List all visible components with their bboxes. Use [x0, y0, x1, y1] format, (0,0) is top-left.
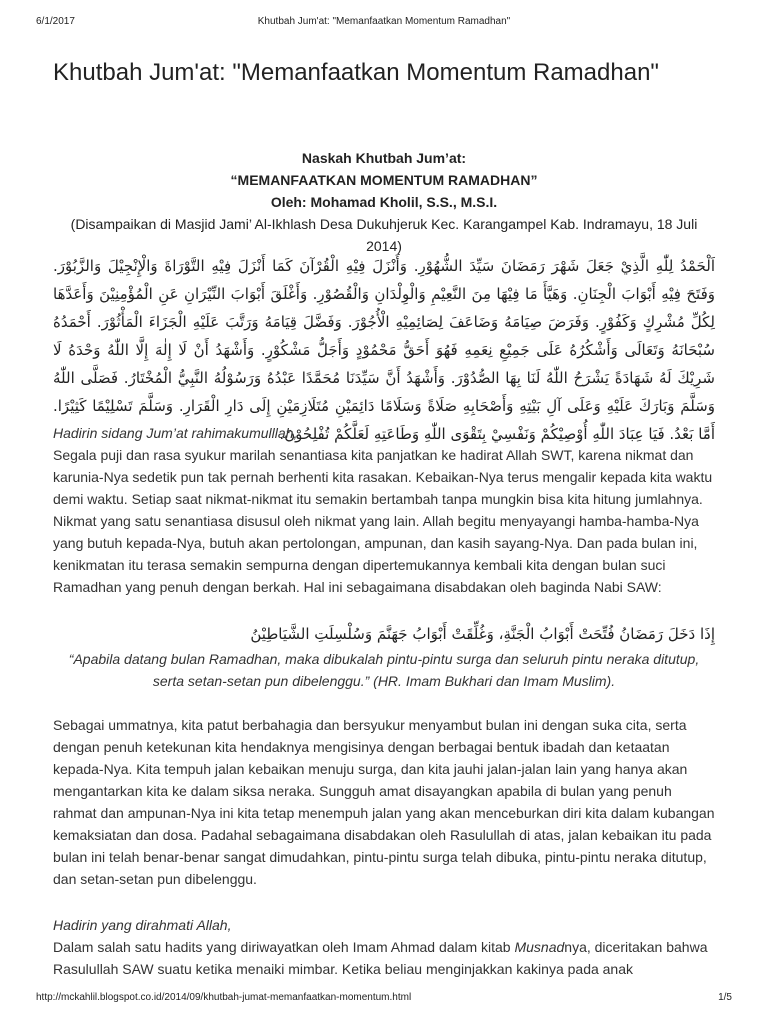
naskah-info: (Disampaikan di Masjid Jami’ Al-Ikhlash Desa Dukuhjeruk Kec. Karangampel Kab. Indramayu, 18 Juli 2014) — [70, 216, 698, 254]
page-url: http://mckahlil.blogspot.co.id/2014/09/khutbah-jumat-memanfaatkan-momentum.html — [36, 992, 412, 1003]
body-paragraph-1: Segala puji dan rasa syukur marilah senantiasa kita panjatkan ke hadirat Allah SWT, karena nikmat dan karunia-Nya sedetik pun tak pernah berhenti kita rasakan. Kebaikan-Nya terus mengalir kepada kita waktu demi waktu. Setiap saat nikmat-nikmat itu semakin bertambah tanpa mungkin bisa kita hitung jumlahnya. Nikmat yang satu senantiasa disusul oleh nikmat yang lain. Allah begitu menyayangi hamba-hamba-Nya yang butuh kepada-Nya, butuh akan pertolongan, ampunan, dan kasih sayang-Nya. Dan pada bulan ini, kenikmatan itu terasa semakin sempurna dengan dipertemukannya kembali kita dengan bulan suci Ramadhan yang penuh dengan berkah. Hal ini sebagaimana disabdakan oleh baginda Nabi SAW: — [53, 447, 713, 595]
naskah-title: “MEMANFAATKAN MOMENTUM RAMADHAN” — [230, 172, 538, 188]
body-paragraph-3 — [53, 936, 715, 980]
greeting-paragraph: Hadirin sidang Jum’at rahimakumulllah, — [53, 425, 298, 441]
print-page-title: Khutbah Jum'at: "Memanfaatkan Momentum Ramadhan" — [257, 16, 511, 27]
body-paragraph-3-start: Dalam salah satu hadits yang diriwayatkan oleh Imam Ahmad dalam kitab — [53, 939, 515, 955]
body-paragraph-2: Sebagai ummatnya, kita patut berbahagia dan bersyukur menyambut bulan ini dengan suka cita, serta dengan penuh ketekunan kita hendaknya mengisinya dengan berbagai bentuk ibadah dan ketaatan kepada-Nya. Kita tempuh jalan kebaikan menuju surga, dan kita jauhi jalan-jalan lain yang hanya akan mengantarkan kita ke dalam siksa neraka. Sungguh amat disayangkan apabila di bulan yang penuh rahmat dan ampunan-Nya ini kita tetap menempuh jalan yang akan menceburkan diri kita dalam kubangan kemaksiatan dan dosa. Padahal sebagaimana disabdakan oleh Rasulullah di atas, jalan kebaikan itu pada bulan ini telah benar-benar sangat dimudahkan, pintu-pintu surga telah dibuka, pintu-pintu neraka ditutup, dan setan-setan pun dibelenggu. — [53, 717, 715, 887]
naskah-label: Naskah Khutbah Jum’at: — [301, 150, 467, 166]
print-date: 6/1/2017 — [36, 16, 75, 27]
body-paragraph-3-end: nya, diceritakan bahwa Rasulullah SAW suatu ketika menaiki mimbar. Ketika beliau menginjakkan kakinya pada anak — [53, 939, 708, 977]
naskah-author: Oleh: Mohamad Kholil, S.S., M.S.I. — [270, 194, 498, 210]
greeting-paragraph-2: Hadirin yang dirahmati Allah, — [53, 917, 232, 933]
book-title-musnad: Musnad — [514, 939, 565, 955]
hadith-translation: “Apabila datang bulan Ramadhan, maka dibukalah pintu-pintu surga dan seluruh pintu neraka ditutup, serta setan-setan pun dibelenggu.” (HR. Imam Bukhari dan Imam Muslim). — [68, 651, 700, 689]
post-title: Khutbah Jum'at: "Memanfaatkan Momentum Ramadhan" — [53, 59, 659, 86]
arabic-opening-text: اَلْحَمْدُ لِلّٰهِ الَّذِيْ جَعَلَ شَهْرَ رَمَضَانَ سَيِّدَ الشُّهُوْرِ. وَأَنْزَلَ فِيْهِ الْقُرْآنَ كَمَا أَنْزَلَ فِيْهِ التَّوْرَاةَ وَالْإِنْجِيْلَ وَالزَّبُوْرَ. وَفَتَحَ فِيْهِ أَبْوَابَ الْجِنَانِ. وَهَيَّأَ مَا فِيْهَا مِنَ النَّعِيْمِ وَالْوِلْدَانِ وَالْقُصُوْرِ. وَأَغْلَقَ أَبْوَابَ النِّيْرَانِ عَنِ الْمُؤْمِنِيْنَ وَأَعَدَّهَا لِكُلِّ مُشْرِكٍ وَكَفُوْرٍ. وَفَرَضَ صِيَامَهُ وَضَاعَفَ لِصَائِمِيْهِ الْأُجُوْرَ. وَفَضَّلَ قِيَامَهُ وَرَتَّبَ عَلَيْهِ الْجَزَاءَ الْمَأْثُوْرَ. أَحْمَدُهُ سُبْحَانَهُ وَتَعَالَى وَأَشْكُرُهُ عَلَى جَمِيْعِ نِعَمِهِ فَهُوَ أَحَقُّ مَحْمُوْدٍ وَأَجَلُّ مَشْكُوْرٍ. وَأَشْهَدُ أَنْ لَا إِلٰهَ إِلَّا اللّٰهُ وَحْدَهُ لَا شَرِيْكَ لَهُ شَهَادَةً يَشْرَحُ اللّٰهُ لَنَا بِهَا الصُّدُوْرَ. وَأَشْهَدُ أَنَّ سَيِّدَنَا مُحَمَّدًا عَبْدُهُ وَرَسُوْلُهُ النَّبِيُّ الْمُخْتَارُ. فَصَلَّى اللّٰهُ وَسَلَّمَ وَبَارَكَ عَلَيْهِ وَعَلَى آلِ بَيْتِهِ وَأَصْحَابِهِ صَلَاةً وَسَلَامًا دَائِمَيْنِ مُتَلَازِمَيْنِ إِلَى دَارِ الْقَرَارِ. وَسَلَّمَ تَسْلِيْمًا كَثِيْرًا. أَمَّا بَعْدُ. فَيَا عِبَادَ اللّٰهِ أُوْصِيْكُمْ وَنَفْسِيْ بِتَقْوَى اللّٰهِ وَطَاعَتِهِ لَعَلَّكُمْ تُفْلِحُوْنَ. — [53, 257, 715, 443]
hadith-arabic-text: إِذَا دَخَلَ رَمَضَانُ فُتِّحَتْ أَبْوَابُ الْجَنَّةِ، وَغُلِّقَتْ أَبْوَابُ جَهَنَّمَ وَسُلْسِلَتِ الشَّيَاطِيْنُ — [250, 625, 715, 643]
page-number: 1/5 — [718, 992, 732, 1003]
